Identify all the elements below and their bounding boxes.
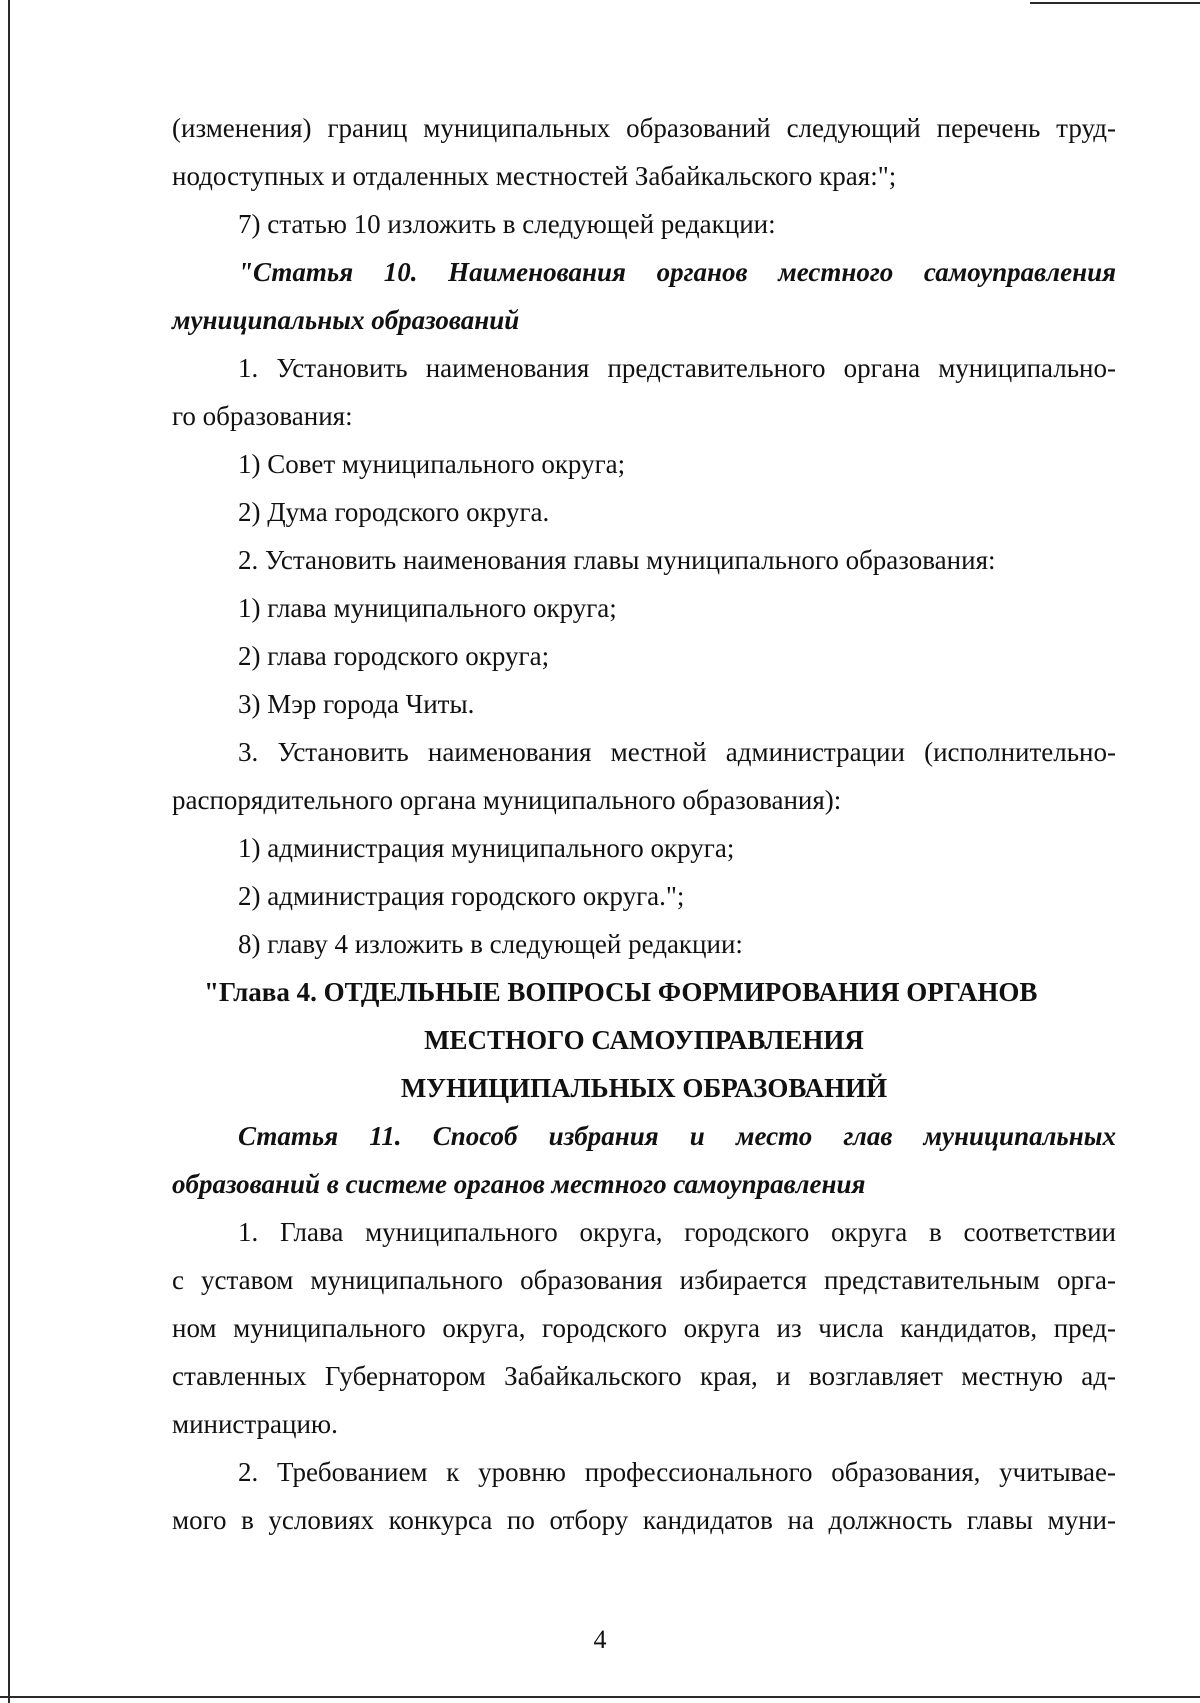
text-line: ном муниципального округа, городского округа из числа кандидатов, пред- bbox=[172, 1313, 1116, 1343]
article-heading: образований в системе органов местного самоуправления bbox=[172, 1169, 866, 1199]
scan-edge-left bbox=[8, 0, 10, 1703]
text-line: ставленных Губернатором Забайкальского края, и возглавляет местную ад- bbox=[172, 1361, 1116, 1391]
scan-edge-bottom bbox=[0, 1696, 1200, 1698]
text-line: 1. Глава муниципального округа, городского округа в соответствии bbox=[238, 1217, 1116, 1247]
chapter-heading: МУНИЦИПАЛЬНЫХ ОБРАЗОВАНИЙ bbox=[400, 1073, 888, 1103]
text-line: нодоступных и отдаленных местностей Забайкальского края:"; bbox=[172, 161, 897, 191]
chapter-heading: МЕСТНОГО САМОУПРАВЛЕНИЯ bbox=[424, 1025, 864, 1055]
document-body bbox=[172, 104, 1116, 1544]
article-heading: Статья 11. Способ избрания и место глав муниципальных bbox=[238, 1121, 1116, 1151]
list-item: 2) глава городского округа; bbox=[238, 641, 550, 671]
page-number: 4 bbox=[593, 1625, 607, 1654]
article-heading: "Статья 10. Наименования органов местного самоуправления bbox=[238, 257, 1116, 287]
list-item: 2) администрация городского округа."; bbox=[238, 881, 685, 911]
list-item: 1) Совет муниципального округа; bbox=[238, 449, 626, 479]
text-line: 7) статью 10 изложить в следующей редакции: bbox=[238, 209, 776, 239]
scan-edge-top bbox=[1030, 2, 1200, 4]
chapter-heading: "Глава 4. ОТДЕЛЬНЫЕ ВОПРОСЫ ФОРМИРОВАНИЯ ОРГАНОВ bbox=[204, 977, 1038, 1007]
text-line: распорядительного органа муниципального образования): bbox=[172, 785, 842, 815]
text-line: мого в условиях конкурса по отбору кандидатов на должность главы муни- bbox=[172, 1505, 1116, 1535]
list-item: 1) администрация муниципального округа; bbox=[238, 833, 735, 863]
list-item: 1) глава муниципального округа; bbox=[238, 593, 617, 623]
text-line: 3. Установить наименования местной администрации (исполнительно- bbox=[238, 737, 1116, 767]
list-item: 3) Мэр города Читы. bbox=[238, 689, 475, 719]
article-heading: муниципальных образований bbox=[172, 305, 520, 335]
text-line: 1. Установить наименования представительного органа муниципально- bbox=[238, 353, 1116, 383]
text-line: 8) главу 4 изложить в следующей редакции: bbox=[238, 929, 743, 959]
text-line: с уставом муниципального образования избирается представительным орга- bbox=[172, 1265, 1116, 1295]
text-line: 2. Установить наименования главы муниципального образования: bbox=[238, 545, 996, 575]
text-line: 2. Требованием к уровню профессионального образования, учитывае- bbox=[238, 1457, 1116, 1487]
text-line: (изменения) границ муниципальных образований следующий перечень труд- bbox=[172, 113, 1116, 143]
list-item: 2) Дума городского округа. bbox=[238, 497, 550, 527]
text-line: министрацию. bbox=[172, 1409, 338, 1439]
text-line: го образования: bbox=[172, 401, 353, 431]
